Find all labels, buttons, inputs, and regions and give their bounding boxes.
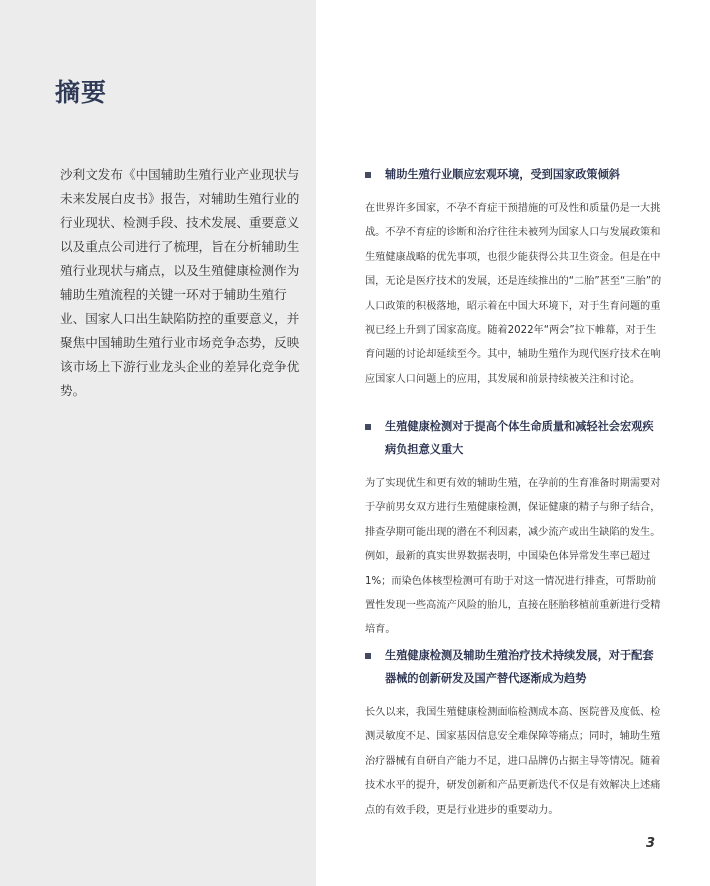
section-technology <box>365 644 663 823</box>
section-body: 为了实现优生和更有效的辅助生殖，在孕前的生育准备时期需要对于孕前男女双方进行生殖健康检测，保证健康的精子与卵子结合，排查孕期可能出现的潜在不利因素，减少流产或出生缺陷的发生。例如，最新的真实世界数据表明，中国染色体异常发生率已超过1%；而染色体核型检测可有助于对这一情况进行排查，可帮助前置性发现一些高流产风险的胎儿，直接在胚胎移植前重新进行受精培育。 <box>365 478 661 636</box>
intro-paragraph: 沙利文发布《中国辅助生殖行业产业现状与未来发展白皮书》报告，对辅助生殖行业的行业现状、检测手段、技术发展、重要意义以及重点公司进行了梳理，旨在分析辅助生殖行业现状与痛点，以及生殖健康检测作为辅助生殖流程的关键一环对于辅助生殖行业、国家人口出生缺陷防控的重要意义，并聚焦中国辅助生殖行业市场竞争态势，反映该市场上下游行业龙头企业的差异化竞争优势。 <box>60 167 300 398</box>
section-health-testing <box>365 415 663 643</box>
section-heading-text: 辅助生殖行业顺应宏观环境，受到国家政策倾斜 <box>385 168 620 181</box>
left-panel <box>0 0 316 886</box>
section-body: 在世界许多国家，不孕不育症干预措施的可及性和质量仍是一大挑战。不孕不育症的诊断和治疗往往未被列为国家人口与发展政策和生殖健康战略的优先事项，也很少能获得公共卫生资金。但是在中国，无论是医疗技术的发展，还是连续推出的“二胎”甚至“三胎”的人口政策的积极落地，昭示着在中国大环境下，对于生育问题的重视已经上升到了国家高度。随着2022年“两会”拉下帷幕，对于生育问题的讨论却延续至今。其中，辅助生殖作为现代医疗技术在响应国家人口问题上的应用，其发展和前景持续被关注和讨论。 <box>365 203 662 385</box>
section-heading-text: 生殖健康检测对于提高个体生命质量和减轻社会宏观疾病负担意义重大 <box>385 420 654 456</box>
section-policy <box>365 163 663 392</box>
square-bullet-icon <box>365 653 371 659</box>
section-heading <box>365 644 663 690</box>
section-body: 长久以来，我国生殖健康检测面临检测成本高、医院普及度低、检测灵敏度不足、国家基因信息安全难保障等痛点；同时，辅助生殖治疗器械有自研自产能力不足，进口品牌仍占据主导等情况。随着技术水平的提升，研发创新和产品更新迭代不仅是有效解决上述痛点的有效手段，更是行业进步的重要动力。 <box>365 707 661 816</box>
square-bullet-icon <box>365 424 371 430</box>
section-heading-text: 生殖健康检测及辅助生殖治疗技术持续发展，对于配套器械的创新研发及国产替代逐渐成为趋势 <box>385 649 654 685</box>
page-title: 摘要 <box>55 78 108 107</box>
square-bullet-icon <box>365 172 371 178</box>
section-heading <box>365 163 663 186</box>
page-number: 3 <box>645 836 655 851</box>
section-heading <box>365 415 663 461</box>
